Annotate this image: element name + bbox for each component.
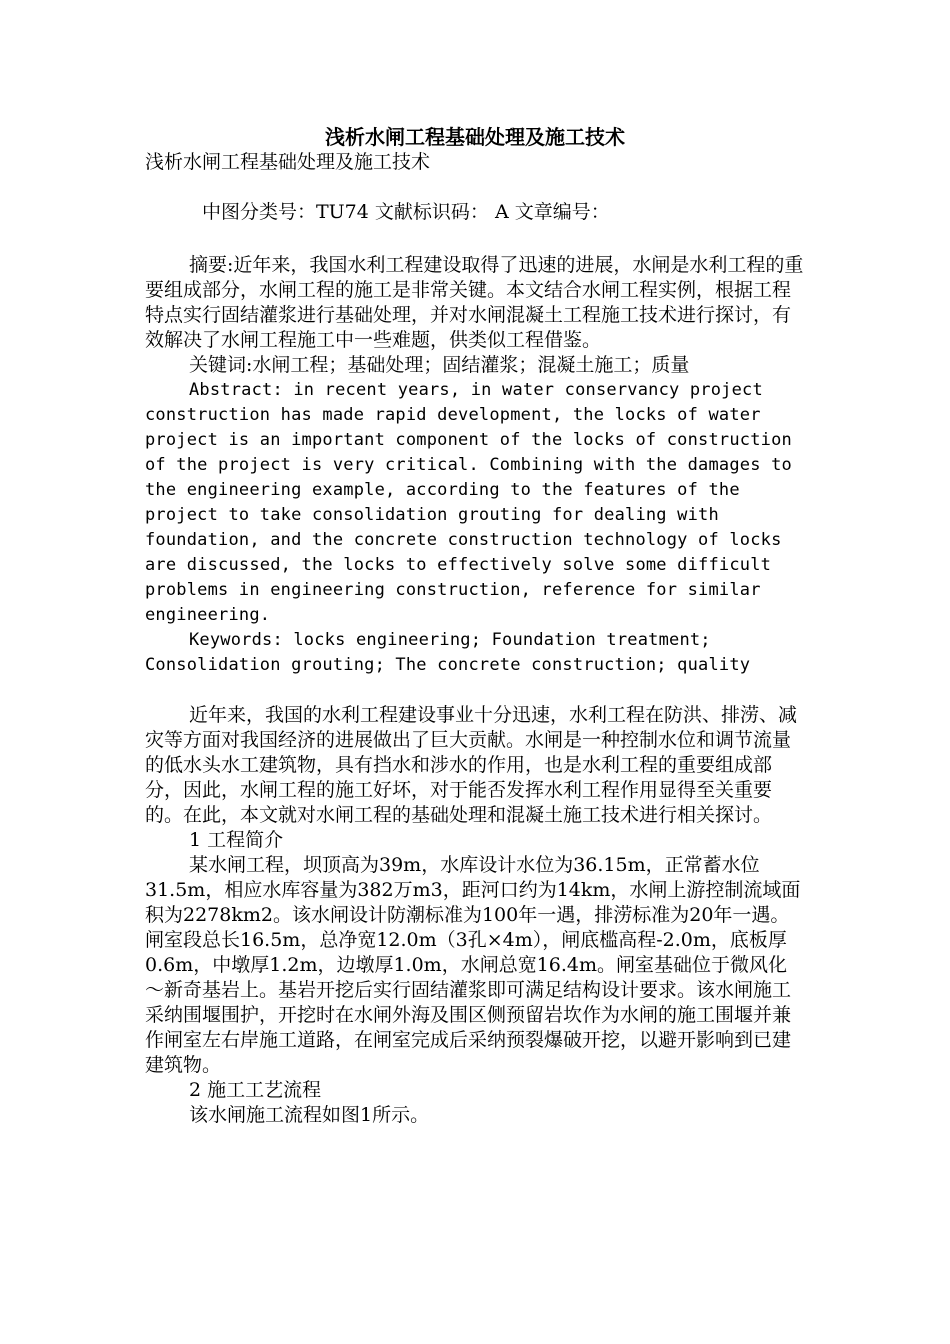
keywords-english: Keywords: locks engineering; Foundation treatment; Consolidation grouting; The concrete construction; quality (145, 630, 751, 675)
section-2-body: 该水闸施工流程如图1所示。 (189, 1104, 430, 1126)
document-body (145, 150, 805, 1128)
abstract-chinese: 摘要:近年来，我国水利工程建设取得了迅速的进展，水闸是水利工程的重要组成部分，水闸工程的施工是非常关键。本文结合水闸工程实例，根据工程特点实行固结灌浆进行基础处理，并对水闸混凝土工程施工技术进行探讨，有效解决了水闸工程施工中一些难题，供类似工程借鉴。 (145, 254, 804, 351)
keywords-chinese: 关键词:水闸工程；基础处理；固结灌浆；混凝土施工；质量 (189, 354, 690, 376)
section-1-body: 某水闸工程，坝顶高为39m，水库设计水位为36.15m，正常蓄水位31.5m，相应水库容量为382万m3，距河口约为14km，水闸上游控制流域面积为2278km2。该水闸设计防潮标准为100年一遇，排涝标准为20年一遇。闸室段总长16.5m，总净宽12.0m（3孔×4m），闸底槛高程-2.0m，底板厚0.6m，中墩厚1.2m，边墩厚1.0m，水闸总宽16.4m。闸室基础位于微风化～新奇基岩上。基岩开挖后实行固结灌浆即可满足结构设计要求。该水闸施工采纳围堰围护，开挖时在水闸外海及围区侧预留岩坎作为水闸的施工围堰并兼作闸室左右岸施工道路，在闸室完成后采纳预裂爆破开挖，以避开影响到已建建筑物。 (145, 854, 801, 1076)
section-1-heading: 1 工程简介 (189, 829, 284, 851)
classification-line: 中图分类号：TU74 文献标识码： A 文章编号： (202, 201, 610, 223)
section-2-heading: 2 施工工艺流程 (189, 1079, 322, 1101)
abstract-english: Abstract: in recent years, in water conservancy project construction has made rapid development, the locks of water project is an important component of the locks of construction of the project is very critical. Combining with the damages to the engineering example, according to the features of the project to take consolidation grouting for dealing with foundation, and the concrete construction technology of locks are discussed, the locks to effectively solve some difficult problems in engineering construction, reference for similar engineering. (145, 380, 792, 625)
document-subtitle: 浅析水闸工程基础处理及施工技术 (145, 151, 431, 173)
introduction-paragraph: 近年来，我国的水利工程建设事业十分迅速，水利工程在防洪、排涝、减灾等方面对我国经济的进展做出了巨大贡献。水闸是一种控制水位和调节流量的低水头水工建筑物，具有挡水和涉水的作用，也是水利工程的重要组成部分，因此，水闸工程的施工好坏，对于能否发挥水利工程作用显得至关重要的。在此，本文就对水闸工程的基础处理和混凝土施工技术进行相关探讨。 (145, 704, 798, 826)
document-title: 浅析水闸工程基础处理及施工技术 (325, 125, 625, 149)
